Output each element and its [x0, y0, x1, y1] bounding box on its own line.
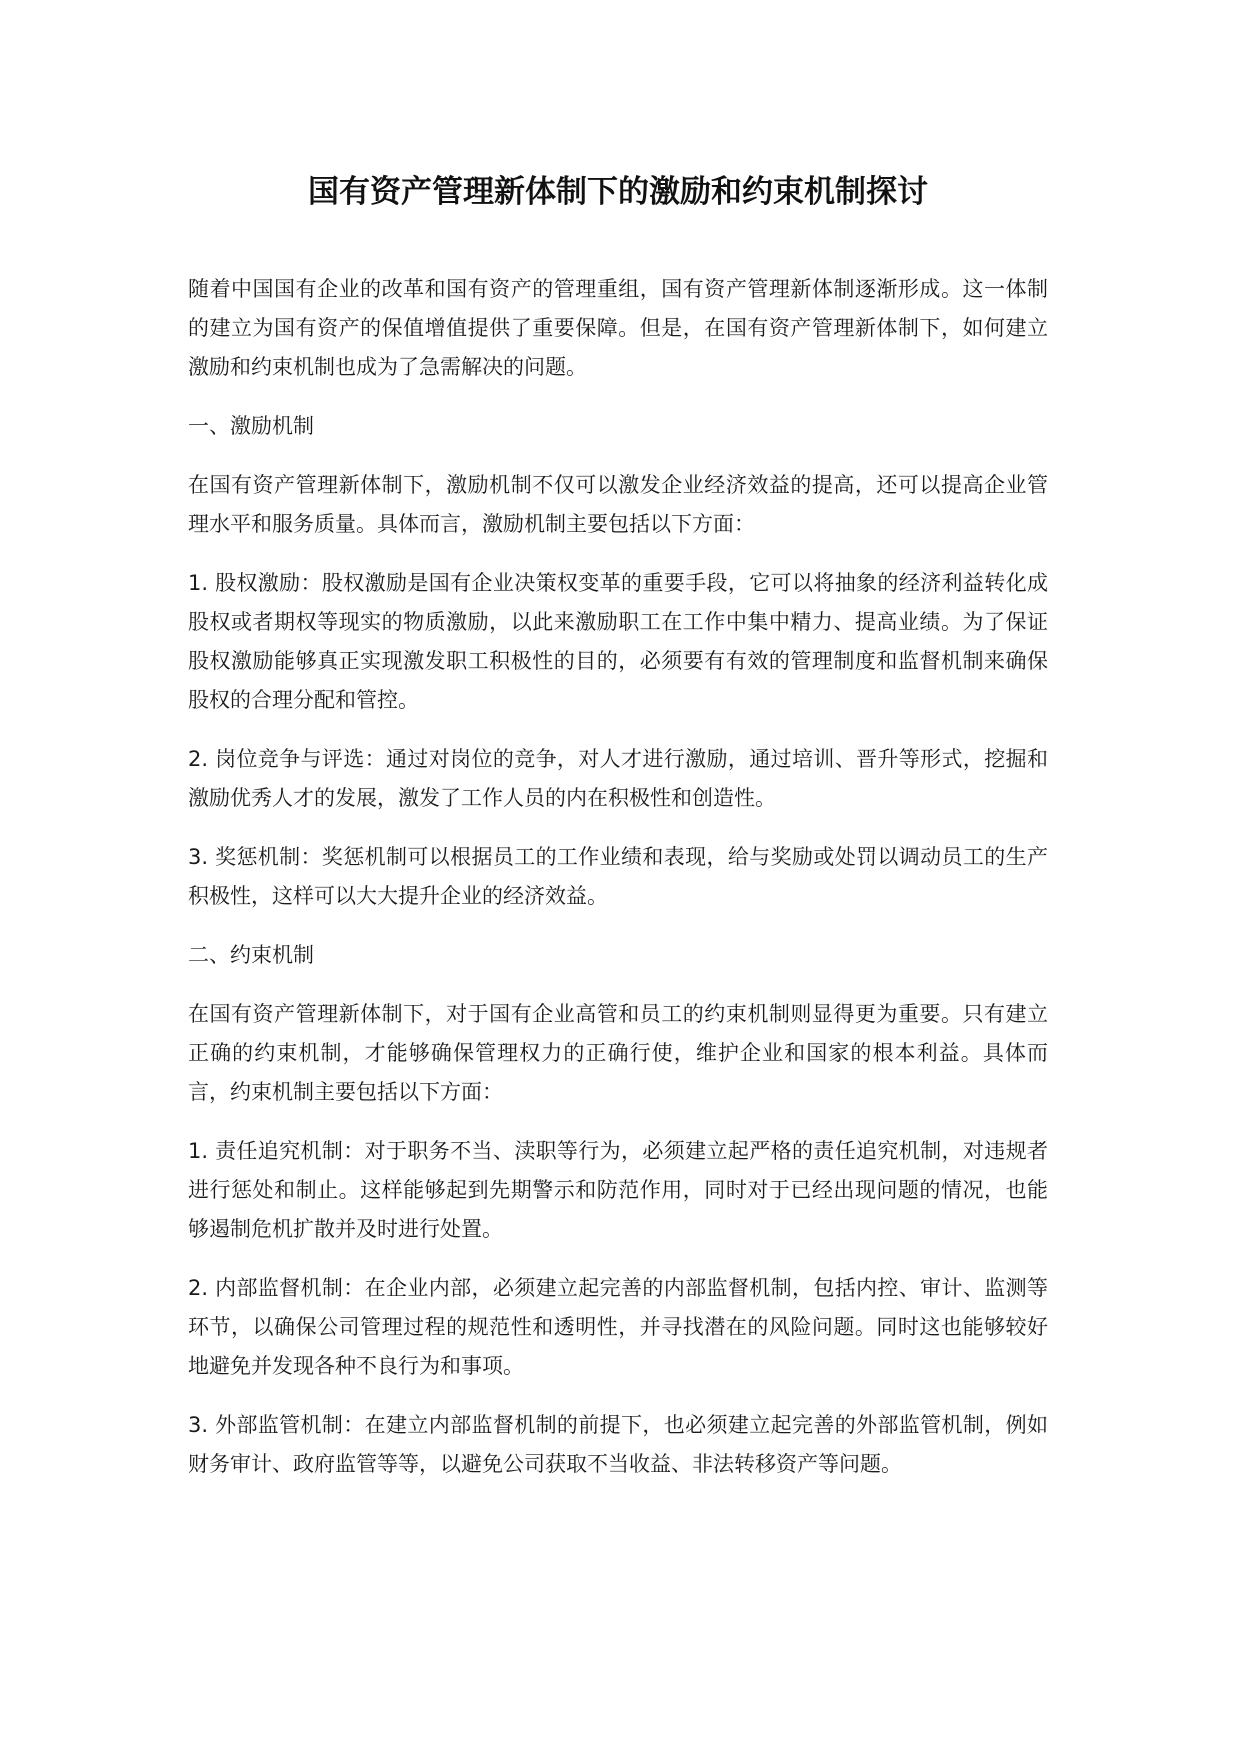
constraint-item-internal-supervision: 2. 内部监督机制：在企业内部，必须建立起完善的内部监督机制，包括内控、审计、监测等环节，以确保公司管理过程的规范性和透明性，并寻找潜在的风险问题。同时这也能够较好地避免并发现各种不良行为和事项。 — [188, 1276, 1048, 1378]
incentive-item-equity: 1. 股权激励：股权激励是国有企业决策权变革的重要手段，它可以将抽象的经济利益转化成股权或者期权等现实的物质激励，以此来激励职工在工作中集中精力、提高业绩。为了保证股权激励能够真正实现激发职工积极性的目的，必须要有有效的管理制度和监督机制来确保股权的合理分配和管控。 — [188, 571, 1048, 712]
document-title: 国有资产管理新体制下的激励和约束机制探讨 — [308, 174, 928, 210]
section-heading-constraint: 二、约束机制 — [188, 943, 314, 967]
constraint-item-accountability: 1. 责任追究机制：对于职务不当、渎职等行为，必须建立起严格的责任追究机制，对违规者进行惩处和制止。这样能够起到先期警示和防范作用，同时对于已经出现问题的情况，也能够遏制危机扩散并及时进行处置。 — [188, 1139, 1048, 1241]
incentive-intro-paragraph: 在国有资产管理新体制下，激励机制不仅可以激发企业经济效益的提高，还可以提高企业管理水平和服务质量。具体而言，激励机制主要包括以下方面： — [188, 473, 1048, 536]
constraint-item-external-supervision: 3. 外部监管机制：在建立内部监督机制的前提下，也必须建立起完善的外部监管机制，例如财务审计、政府监管等等，以避免公司获取不当收益、非法转移资产等问题。 — [188, 1413, 1048, 1476]
section-heading-incentive: 一、激励机制 — [188, 414, 314, 438]
constraint-intro-paragraph: 在国有资产管理新体制下，对于国有企业高管和员工的约束机制则显得更为重要。只有建立正确的约束机制，才能够确保管理权力的正确行使，维护企业和国家的根本利益。具体而言，约束机制主要包括以下方面： — [188, 1002, 1048, 1104]
intro-paragraph: 随着中国国有企业的改革和国有资产的管理重组，国有资产管理新体制逐渐形成。这一体制的建立为国有资产的保值增值提供了重要保障。但是，在国有资产管理新体制下，如何建立激励和约束机制也成为了急需解决的问题。 — [188, 277, 1048, 379]
incentive-item-competition: 2. 岗位竞争与评选：通过对岗位的竞争，对人才进行激励，通过培训、晋升等形式，挖掘和激励优秀人才的发展，激发了工作人员的内在积极性和创造性。 — [188, 747, 1048, 810]
document-page — [188, 170, 1048, 1504]
incentive-item-reward-punishment: 3. 奖惩机制：奖惩机制可以根据员工的工作业绩和表现，给与奖励或处罚以调动员工的生产积极性，这样可以大大提升企业的经济效益。 — [188, 845, 1048, 908]
